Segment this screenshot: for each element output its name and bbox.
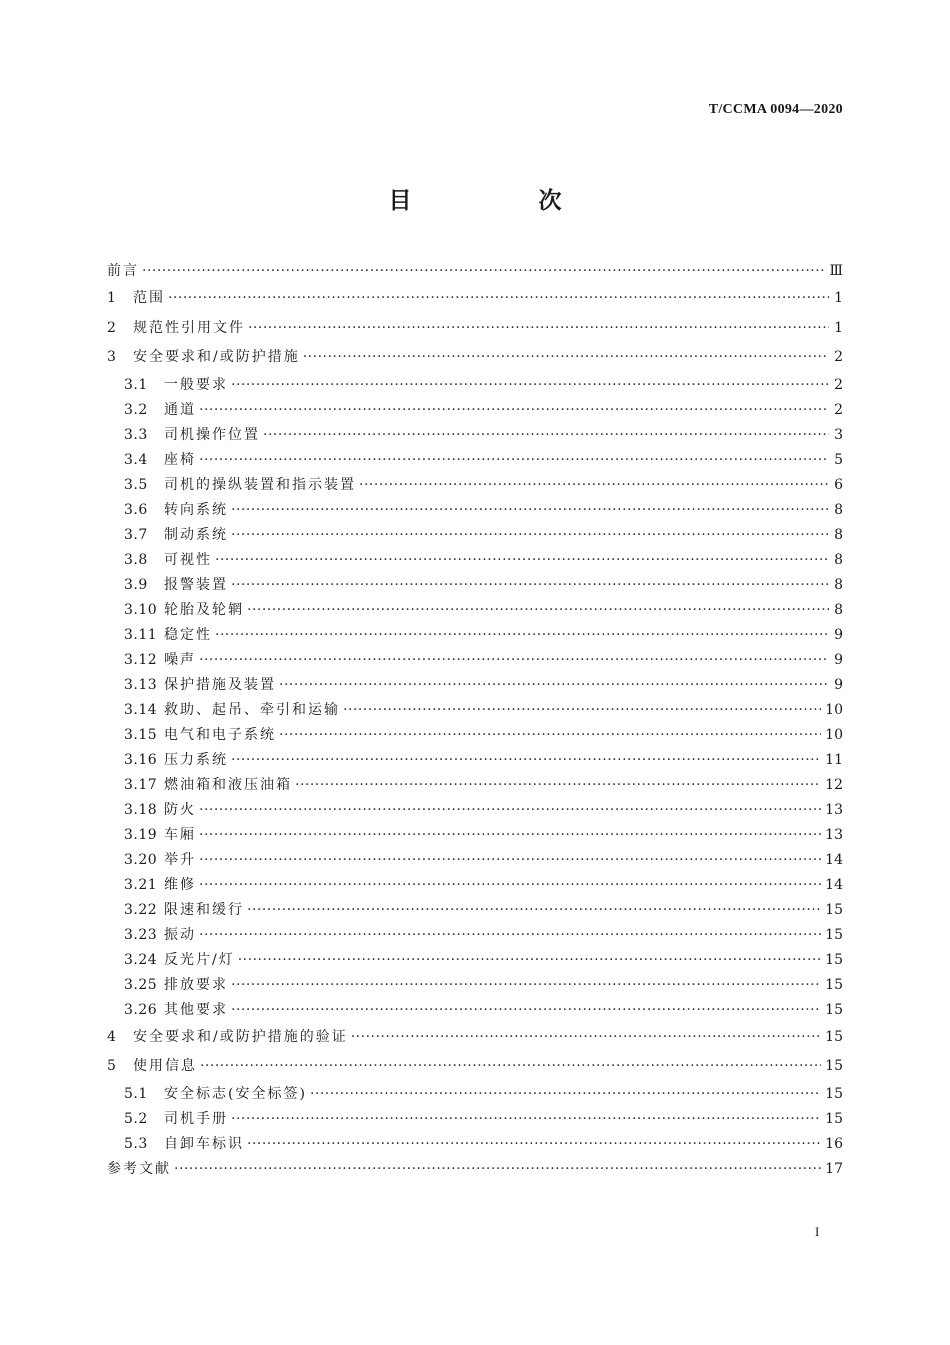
toc-entry-number: 3.22 — [124, 901, 158, 918]
toc-entry-number: 3.25 — [124, 976, 158, 993]
toc-leader-dots — [199, 398, 829, 423]
toc-entry-page: 14 — [825, 851, 843, 868]
toc-entry[interactable] — [107, 823, 843, 848]
toc-entry-number: 3.12 — [124, 651, 158, 668]
toc-entry-number: 3.17 — [124, 776, 158, 793]
toc-entry-page: 8 — [834, 501, 843, 518]
toc-entry[interactable] — [107, 798, 843, 823]
toc-entry-title: 规范性引用文件 — [133, 319, 245, 336]
toc-entry-title: 限速和缓行 — [164, 901, 244, 918]
toc-entry-title: 救助、起吊、牵引和运输 — [164, 701, 340, 718]
toc-entry-number: 3.10 — [124, 601, 158, 618]
toc-entry[interactable] — [107, 648, 843, 673]
toc-entry[interactable] — [107, 1052, 843, 1082]
toc-leader-dots — [231, 998, 821, 1023]
toc-entry-title: 制动系统 — [164, 526, 228, 543]
toc-entry-title: 参考文献 — [107, 1160, 171, 1177]
toc-entry-title: 司机手册 — [164, 1110, 228, 1127]
toc-entry-title: 安全标志(安全标签) — [164, 1085, 307, 1102]
toc-entry-page: 15 — [825, 951, 843, 968]
toc-entry[interactable] — [107, 873, 843, 898]
toc-leader-dots — [199, 873, 821, 898]
toc-entry-page: 15 — [825, 1110, 843, 1127]
toc-leader-dots — [247, 898, 821, 923]
toc-leader-dots — [215, 548, 829, 573]
toc-entry-page: 6 — [834, 476, 843, 493]
toc-entry-number: 3.6 — [124, 501, 148, 518]
toc-entry[interactable] — [107, 1157, 843, 1182]
toc-entry[interactable] — [107, 1107, 843, 1132]
toc-entry-page: Ⅲ — [829, 263, 843, 279]
toc-leader-dots — [200, 1052, 821, 1082]
toc-entry-title: 司机的操纵装置和指示装置 — [164, 476, 356, 493]
toc-leader-dots — [343, 698, 821, 723]
toc-entry[interactable] — [107, 284, 843, 314]
toc-entry-number: 5 — [107, 1058, 117, 1074]
toc-entry[interactable] — [107, 698, 843, 723]
toc-entry-page: 8 — [834, 551, 843, 568]
toc-entry-page: 9 — [834, 651, 843, 668]
toc-entry-number: 3.3 — [124, 426, 148, 443]
toc-entry-title: 安全要求和/或防护措施的验证 — [133, 1028, 348, 1045]
toc-entry[interactable] — [107, 523, 843, 548]
toc-leader-dots — [199, 823, 821, 848]
toc-entry-number: 3.8 — [124, 551, 148, 568]
toc-leader-dots — [174, 1157, 821, 1182]
toc-entry[interactable] — [107, 259, 843, 284]
document-code: T/CCMA 0094—2020 — [708, 102, 843, 117]
toc-entry-title: 安全要求和/或防护措施 — [133, 349, 300, 365]
toc-entry-page: 9 — [834, 626, 843, 643]
toc-entry-page: 15 — [825, 1058, 843, 1074]
toc-entry[interactable] — [107, 343, 843, 373]
toc-entry-title: 转向系统 — [164, 501, 228, 518]
toc-entry[interactable] — [107, 923, 843, 948]
toc-leader-dots — [263, 423, 829, 448]
toc-entry[interactable] — [107, 1132, 843, 1157]
toc-entry[interactable] — [107, 948, 843, 973]
toc-entry[interactable] — [107, 973, 843, 998]
toc-entry-number: 3.19 — [124, 826, 158, 843]
toc-entry-page: 14 — [825, 876, 843, 893]
toc-leader-dots — [303, 343, 829, 373]
table-of-contents — [107, 259, 843, 1182]
toc-entry-number: 3.9 — [124, 576, 148, 593]
toc-leader-dots — [247, 1132, 821, 1157]
toc-entry-page: 10 — [825, 701, 843, 718]
toc-entry-number: 5.3 — [124, 1135, 148, 1152]
toc-entry-page: 15 — [825, 1028, 843, 1045]
toc-entry-page: 9 — [834, 676, 843, 693]
toc-entry-title: 压力系统 — [164, 751, 228, 768]
toc-entry-number: 3.1 — [124, 376, 148, 393]
toc-entry[interactable] — [107, 673, 843, 698]
toc-entry-page: 12 — [825, 776, 843, 793]
toc-entry-number: 3.5 — [124, 476, 148, 493]
toc-entry-title: 稳定性 — [164, 626, 212, 643]
toc-entry-page: 15 — [825, 1001, 843, 1018]
toc-entry-title: 保护措施及装置 — [164, 676, 276, 693]
toc-entry[interactable] — [107, 598, 843, 623]
toc-entry-title: 防火 — [164, 801, 196, 818]
toc-entry-number: 3.11 — [124, 626, 158, 643]
toc-entry-page: 13 — [825, 826, 843, 843]
toc-entry-title: 使用信息 — [133, 1058, 197, 1074]
toc-leader-dots — [142, 259, 825, 284]
toc-entry-title: 前言 — [107, 263, 139, 279]
toc-entry[interactable] — [107, 898, 843, 923]
toc-leader-dots — [231, 498, 829, 523]
toc-leader-dots — [231, 748, 821, 773]
toc-entry-page: 1 — [834, 290, 843, 306]
toc-entry-page: 10 — [825, 726, 843, 743]
toc-entry-title: 维修 — [164, 876, 196, 893]
toc-entry-number: 3.7 — [124, 526, 148, 543]
toc-entry-number: 3.13 — [124, 676, 158, 693]
toc-entry-page: 5 — [834, 451, 843, 468]
toc-leader-dots — [359, 473, 829, 498]
toc-entry-title: 报警装置 — [164, 576, 228, 593]
toc-entry-page: 8 — [834, 526, 843, 543]
toc-entry-number: 2 — [107, 319, 117, 336]
toc-entry-title: 范围 — [133, 290, 165, 306]
toc-entry-number: 3.21 — [124, 876, 158, 893]
toc-entry-number: 3.15 — [124, 726, 158, 743]
toc-entry-number: 3.16 — [124, 751, 158, 768]
toc-entry-page: 1 — [834, 319, 843, 336]
toc-entry-title: 通道 — [164, 401, 196, 418]
toc-entry-title: 电气和电子系统 — [164, 726, 276, 743]
toc-leader-dots — [279, 673, 829, 698]
toc-entry-title: 自卸车标识 — [164, 1135, 244, 1152]
toc-entry[interactable] — [107, 423, 843, 448]
toc-leader-dots — [231, 1107, 821, 1132]
toc-entry-number: 3.18 — [124, 801, 158, 818]
toc-entry[interactable] — [107, 1082, 843, 1107]
toc-entry-title: 燃油箱和液压油箱 — [164, 776, 292, 793]
toc-leader-dots — [295, 773, 821, 798]
toc-entry-page: 2 — [834, 349, 843, 365]
toc-entry-number: 3.20 — [124, 851, 158, 868]
toc-entry-number: 5.1 — [124, 1085, 148, 1102]
toc-entry-title: 一般要求 — [164, 376, 228, 393]
toc-entry-title: 振动 — [164, 926, 196, 943]
toc-leader-dots — [238, 948, 821, 973]
toc-entry[interactable] — [107, 498, 843, 523]
toc-entry-title: 车厢 — [164, 826, 196, 843]
toc-entry-page: 15 — [825, 926, 843, 943]
toc-entry-number: 3.26 — [124, 1001, 158, 1018]
toc-entry-page: 2 — [834, 401, 843, 418]
toc-entry[interactable] — [107, 373, 843, 398]
page-number: I — [815, 1224, 820, 1239]
toc-entry-page: 8 — [834, 601, 843, 618]
toc-leader-dots — [215, 623, 829, 648]
toc-leader-dots — [199, 648, 829, 673]
toc-entry[interactable] — [107, 473, 843, 498]
toc-entry-title: 反光片/灯 — [164, 951, 235, 968]
toc-leader-dots — [168, 284, 829, 314]
toc-entry[interactable] — [107, 573, 843, 598]
toc-entry[interactable] — [107, 748, 843, 773]
toc-entry-title: 司机操作位置 — [164, 426, 260, 443]
toc-leader-dots — [247, 598, 829, 623]
toc-entry-page: 3 — [834, 426, 843, 443]
toc-entry-number: 3.14 — [124, 701, 158, 718]
toc-leader-dots — [231, 523, 829, 548]
toc-entry-title: 噪声 — [164, 651, 196, 668]
toc-entry-title: 排放要求 — [164, 976, 228, 993]
toc-entry-page: 2 — [834, 376, 843, 393]
toc-entry[interactable] — [107, 548, 843, 573]
toc-entry-page: 13 — [825, 801, 843, 818]
toc-entry[interactable] — [107, 398, 843, 423]
toc-entry[interactable] — [107, 773, 843, 798]
toc-entry-title: 轮胎及轮辋 — [164, 601, 244, 618]
toc-entry-page: 15 — [825, 976, 843, 993]
toc-entry[interactable] — [107, 623, 843, 648]
toc-entry-number: 1 — [107, 290, 117, 306]
toc-leader-dots — [279, 723, 821, 748]
toc-leader-dots — [199, 798, 821, 823]
toc-entry-page: 8 — [834, 576, 843, 593]
toc-leader-dots — [231, 973, 821, 998]
toc-entry-page: 15 — [825, 901, 843, 918]
toc-entry[interactable] — [107, 1023, 843, 1053]
toc-entry-title: 座椅 — [164, 451, 196, 468]
page-title: 目 次 — [388, 188, 614, 214]
toc-entry-number: 4 — [107, 1028, 117, 1045]
toc-entry-number: 3.23 — [124, 926, 158, 943]
toc-entry-number: 3 — [107, 349, 117, 365]
toc-entry[interactable] — [107, 848, 843, 873]
toc-entry[interactable] — [107, 448, 843, 473]
toc-leader-dots — [231, 373, 829, 398]
toc-entry-title: 举升 — [164, 851, 196, 868]
toc-leader-dots — [351, 1023, 821, 1053]
toc-entry-page: 16 — [825, 1135, 843, 1152]
toc-entry-page: 11 — [825, 751, 843, 768]
toc-entry-number: 3.4 — [124, 451, 148, 468]
toc-entry-title: 其他要求 — [164, 1001, 228, 1018]
toc-entry-number: 3.2 — [124, 401, 148, 418]
toc-entry[interactable] — [107, 998, 843, 1023]
toc-leader-dots — [199, 448, 829, 473]
toc-entry-number: 3.24 — [124, 951, 158, 968]
toc-leader-dots — [310, 1082, 821, 1107]
toc-leader-dots — [248, 314, 829, 344]
toc-entry[interactable] — [107, 723, 843, 748]
toc-entry-number: 5.2 — [124, 1110, 148, 1127]
toc-leader-dots — [199, 848, 821, 873]
toc-leader-dots — [231, 573, 829, 598]
toc-entry-title: 可视性 — [164, 551, 212, 568]
toc-entry-page: 15 — [825, 1085, 843, 1102]
toc-entry-page: 17 — [825, 1160, 843, 1177]
toc-leader-dots — [199, 923, 821, 948]
toc-entry[interactable] — [107, 314, 843, 344]
